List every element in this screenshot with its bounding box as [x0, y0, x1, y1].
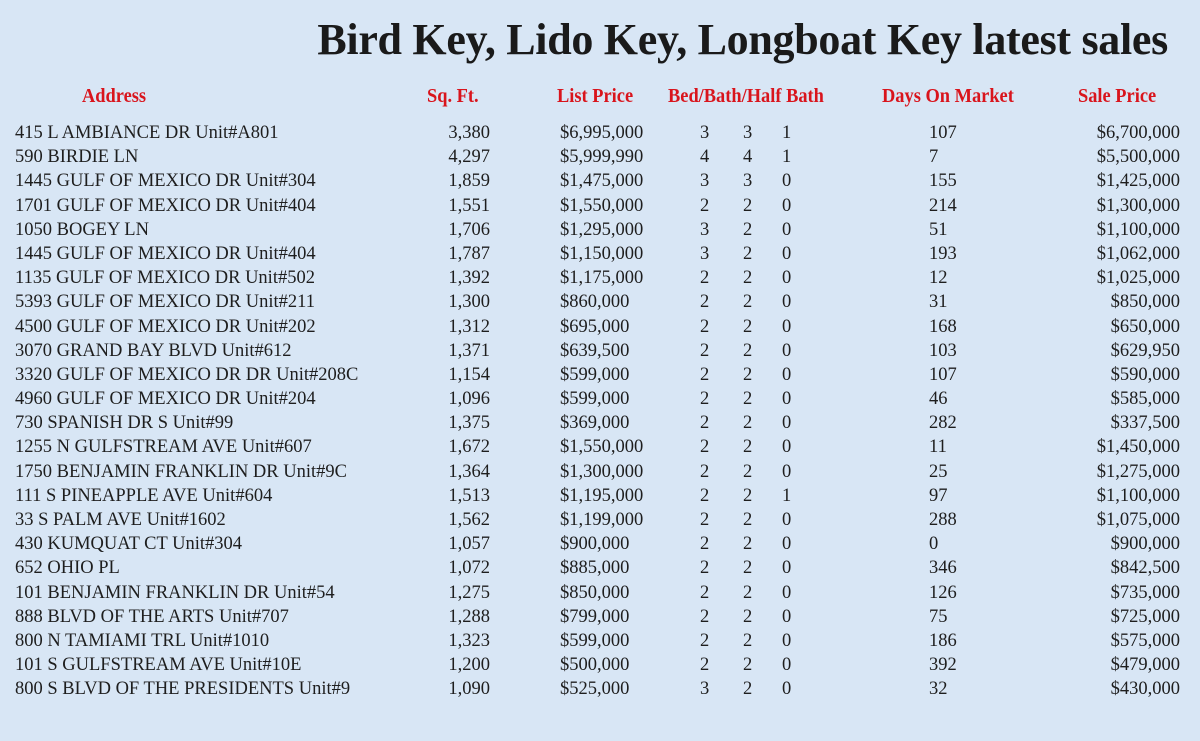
cell-days-on-market: 214	[929, 195, 957, 216]
cell-sqft: 1,392	[448, 268, 490, 289]
cell-sqft: 1,090	[448, 679, 490, 700]
cell-days-on-market: 126	[929, 582, 957, 603]
cell-list-price: $1,300,000	[560, 461, 644, 482]
cell-half-baths: 0	[782, 437, 792, 458]
cell-days-on-market: 75	[929, 606, 948, 627]
cell-bathrooms: 2	[743, 413, 753, 434]
cell-days-on-market: 193	[929, 243, 957, 264]
cell-bedrooms: 3	[700, 219, 710, 240]
cell-address: 3070 GRAND BAY BLVD Unit#612	[15, 340, 292, 361]
table-row	[0, 411, 1200, 435]
cell-bathrooms: 2	[743, 268, 753, 289]
table-row	[0, 339, 1200, 363]
cell-bathrooms: 2	[743, 292, 753, 313]
cell-sale-price: $900,000	[1110, 534, 1180, 555]
cell-sale-price: $735,000	[1110, 582, 1180, 603]
cell-address: 3320 GULF OF MEXICO DR DR Unit#208C	[15, 364, 359, 385]
table-row	[0, 629, 1200, 653]
cell-address: 1255 N GULFSTREAM AVE Unit#607	[15, 437, 312, 458]
cell-sqft: 1,513	[448, 485, 490, 506]
column-header-days-on-market: Days On Market	[882, 85, 1014, 107]
cell-sale-price: $6,700,000	[1096, 123, 1180, 143]
cell-sale-price: $842,500	[1110, 558, 1180, 579]
column-header-sqft: Sq. Ft.	[427, 85, 479, 107]
cell-days-on-market: 51	[929, 219, 948, 240]
cell-half-baths: 0	[782, 364, 792, 385]
table-row	[0, 315, 1200, 339]
cell-half-baths: 0	[782, 558, 792, 579]
table-row	[0, 556, 1200, 580]
cell-list-price: $599,000	[560, 389, 630, 410]
cell-bathrooms: 2	[743, 655, 753, 676]
cell-bathrooms: 2	[743, 510, 753, 530]
table-row	[0, 605, 1200, 629]
cell-half-baths: 0	[782, 679, 792, 700]
cell-bathrooms: 2	[743, 316, 753, 337]
cell-sqft: 1,057	[448, 534, 490, 555]
cell-list-price: $860,000	[560, 292, 630, 313]
cell-bathrooms: 3	[743, 123, 753, 143]
cell-address: 1750 BENJAMIN FRANKLIN DR Unit#9C	[15, 461, 347, 482]
cell-sale-price: $337,500	[1110, 413, 1180, 434]
cell-bedrooms: 2	[700, 582, 710, 603]
cell-address: 730 SPANISH DR S Unit#99	[15, 413, 234, 434]
cell-list-price: $6,995,000	[560, 123, 644, 143]
cell-days-on-market: 46	[929, 389, 948, 410]
cell-sale-price: $5,500,000	[1096, 147, 1180, 168]
cell-days-on-market: 32	[929, 679, 948, 700]
cell-half-baths: 0	[782, 243, 792, 264]
table-row	[0, 169, 1200, 193]
cell-days-on-market: 168	[929, 316, 957, 337]
table-row	[0, 121, 1200, 145]
cell-address: 430 KUMQUAT CT Unit#304	[15, 534, 242, 555]
cell-list-price: $5,999,990	[560, 147, 644, 168]
cell-bedrooms: 2	[700, 389, 710, 410]
cell-days-on-market: 186	[929, 630, 957, 651]
cell-list-price: $1,295,000	[560, 219, 644, 240]
cell-half-baths: 0	[782, 655, 792, 676]
cell-sqft: 3,380	[448, 123, 490, 143]
cell-half-baths: 1	[782, 123, 792, 143]
cell-bedrooms: 2	[700, 655, 710, 676]
column-header-bed-bath-half: Bed/Bath/Half Bath	[668, 85, 824, 107]
cell-bedrooms: 2	[700, 461, 710, 482]
cell-sale-price: $1,100,000	[1096, 219, 1180, 240]
table-row	[0, 677, 1200, 701]
cell-address: 1445 GULF OF MEXICO DR Unit#304	[15, 171, 316, 192]
cell-sqft: 1,562	[448, 510, 490, 530]
table-row	[0, 218, 1200, 242]
cell-sale-price: $430,000	[1110, 679, 1180, 700]
cell-bedrooms: 2	[700, 268, 710, 289]
cell-days-on-market: 103	[929, 340, 957, 361]
cell-half-baths: 0	[782, 316, 792, 337]
cell-bedrooms: 2	[700, 606, 710, 627]
cell-bedrooms: 4	[700, 147, 710, 168]
column-header-list-price: List Price	[557, 85, 634, 107]
table-row	[0, 653, 1200, 677]
cell-bedrooms: 3	[700, 243, 710, 264]
cell-half-baths: 0	[782, 195, 792, 216]
cell-address: 101 S GULFSTREAM AVE Unit#10E	[15, 655, 302, 676]
cell-bathrooms: 2	[743, 364, 753, 385]
cell-address: 652 OHIO PL	[15, 558, 120, 579]
cell-sale-price: $1,062,000	[1096, 243, 1180, 264]
table-row	[0, 484, 1200, 508]
cell-address: 33 S PALM AVE Unit#1602	[15, 510, 226, 530]
cell-days-on-market: 282	[929, 413, 957, 434]
cell-days-on-market: 0	[929, 534, 939, 555]
cell-sqft: 1,364	[448, 461, 490, 482]
cell-bathrooms: 2	[743, 195, 753, 216]
cell-list-price: $1,550,000	[560, 195, 644, 216]
cell-sqft: 1,706	[448, 219, 490, 240]
cell-address: 888 BLVD OF THE ARTS Unit#707	[15, 606, 289, 627]
table-row	[0, 266, 1200, 290]
cell-sqft: 1,859	[448, 171, 490, 192]
cell-sqft: 1,072	[448, 558, 490, 579]
cell-sqft: 1,300	[448, 292, 490, 313]
cell-address: 800 N TAMIAMI TRL Unit#1010	[15, 630, 270, 651]
cell-bedrooms: 2	[700, 364, 710, 385]
cell-bathrooms: 2	[743, 389, 753, 410]
cell-sale-price: $479,000	[1110, 655, 1180, 676]
cell-address: 111 S PINEAPPLE AVE Unit#604	[15, 485, 273, 506]
cell-bathrooms: 2	[743, 437, 753, 458]
cell-bathrooms: 2	[743, 461, 753, 482]
cell-sale-price: $1,275,000	[1096, 461, 1180, 482]
cell-bathrooms: 3	[743, 171, 753, 192]
cell-sqft: 1,787	[448, 243, 490, 264]
sales-table-body	[0, 121, 1200, 702]
cell-address: 101 BENJAMIN FRANKLIN DR Unit#54	[15, 582, 335, 603]
cell-sqft: 1,154	[448, 364, 490, 385]
cell-days-on-market: 31	[929, 292, 948, 313]
cell-address: 1701 GULF OF MEXICO DR Unit#404	[15, 195, 316, 216]
cell-address: 1135 GULF OF MEXICO DR Unit#502	[15, 268, 315, 289]
cell-days-on-market: 11	[929, 437, 947, 458]
cell-bathrooms: 2	[743, 606, 753, 627]
cell-sale-price: $1,425,000	[1096, 171, 1180, 192]
cell-half-baths: 0	[782, 219, 792, 240]
cell-days-on-market: 7	[929, 147, 939, 168]
cell-bedrooms: 3	[700, 679, 710, 700]
cell-bathrooms: 2	[743, 558, 753, 579]
cell-list-price: $639,500	[560, 340, 630, 361]
cell-days-on-market: 97	[929, 485, 948, 506]
cell-half-baths: 0	[782, 582, 792, 603]
cell-bathrooms: 2	[743, 582, 753, 603]
cell-sale-price: $1,075,000	[1096, 510, 1180, 530]
cell-list-price: $500,000	[560, 655, 630, 676]
cell-half-baths: 1	[782, 485, 792, 506]
cell-sqft: 1,371	[448, 340, 490, 361]
cell-sqft: 1,275	[448, 582, 490, 603]
cell-days-on-market: 25	[929, 461, 948, 482]
cell-list-price: $525,000	[560, 679, 630, 700]
cell-sale-price: $1,450,000	[1096, 437, 1180, 458]
cell-bathrooms: 2	[743, 630, 753, 651]
cell-address: 5393 GULF OF MEXICO DR Unit#211	[15, 292, 315, 313]
cell-sqft: 1,288	[448, 606, 490, 627]
table-row	[0, 290, 1200, 314]
cell-half-baths: 0	[782, 606, 792, 627]
cell-sale-price: $1,025,000	[1096, 268, 1180, 289]
cell-sqft: 1,096	[448, 389, 490, 410]
cell-bedrooms: 2	[700, 292, 710, 313]
cell-list-price: $1,199,000	[560, 510, 644, 530]
cell-half-baths: 0	[782, 268, 792, 289]
table-row	[0, 581, 1200, 605]
column-header-address: Address	[82, 85, 147, 107]
cell-address: 590 BIRDIE LN	[15, 147, 139, 168]
cell-list-price: $369,000	[560, 413, 630, 434]
cell-days-on-market: 107	[929, 123, 957, 143]
cell-sale-price: $575,000	[1110, 630, 1180, 651]
table-row	[0, 460, 1200, 484]
cell-sale-price: $1,100,000	[1096, 485, 1180, 506]
cell-sqft: 1,375	[448, 413, 490, 434]
table-row	[0, 387, 1200, 411]
cell-bathrooms: 2	[743, 679, 753, 700]
cell-bedrooms: 2	[700, 195, 710, 216]
table-row	[0, 194, 1200, 218]
cell-sale-price: $850,000	[1110, 292, 1180, 313]
cell-sqft: 4,297	[448, 147, 490, 168]
cell-address: 1050 BOGEY LN	[15, 219, 149, 240]
cell-half-baths: 0	[782, 461, 792, 482]
cell-list-price: $599,000	[560, 364, 630, 385]
cell-bedrooms: 2	[700, 558, 710, 579]
table-row	[0, 532, 1200, 556]
cell-bedrooms: 2	[700, 510, 710, 530]
cell-list-price: $695,000	[560, 316, 630, 337]
table-row	[0, 363, 1200, 387]
cell-list-price: $885,000	[560, 558, 630, 579]
cell-list-price: $799,000	[560, 606, 630, 627]
cell-sqft: 1,672	[448, 437, 490, 458]
cell-bedrooms: 3	[700, 123, 710, 143]
cell-sale-price: $585,000	[1110, 389, 1180, 410]
cell-half-baths: 0	[782, 534, 792, 555]
page-title: Bird Key, Lido Key, Longboat Key latest sales	[317, 15, 1168, 64]
cell-bathrooms: 2	[743, 485, 753, 506]
cell-bedrooms: 3	[700, 171, 710, 192]
cell-days-on-market: 12	[929, 268, 948, 289]
cell-bedrooms: 2	[700, 316, 710, 337]
cell-half-baths: 0	[782, 630, 792, 651]
column-header-sale-price: Sale Price	[1078, 85, 1157, 107]
table-row	[0, 435, 1200, 459]
cell-days-on-market: 392	[929, 655, 957, 676]
cell-bedrooms: 2	[700, 630, 710, 651]
cell-address: 415 L AMBIANCE DR Unit#A801	[15, 123, 279, 143]
cell-list-price: $1,195,000	[560, 485, 644, 506]
cell-list-price: $850,000	[560, 582, 630, 603]
cell-list-price: $1,150,000	[560, 243, 644, 264]
cell-address: 800 S BLVD OF THE PRESIDENTS Unit#9	[15, 679, 351, 700]
cell-sale-price: $725,000	[1110, 606, 1180, 627]
cell-bedrooms: 2	[700, 485, 710, 506]
cell-list-price: $1,175,000	[560, 268, 644, 289]
cell-half-baths: 0	[782, 510, 792, 530]
cell-bathrooms: 2	[743, 243, 753, 264]
cell-sale-price: $650,000	[1110, 316, 1180, 337]
cell-list-price: $1,475,000	[560, 171, 644, 192]
cell-bedrooms: 2	[700, 437, 710, 458]
cell-list-price: $599,000	[560, 630, 630, 651]
cell-bathrooms: 4	[743, 147, 753, 168]
cell-bathrooms: 2	[743, 219, 753, 240]
cell-sale-price: $629,950	[1110, 340, 1180, 361]
cell-days-on-market: 155	[929, 171, 957, 192]
cell-address: 1445 GULF OF MEXICO DR Unit#404	[15, 243, 316, 264]
cell-sqft: 1,551	[448, 195, 490, 216]
cell-half-baths: 1	[782, 147, 792, 168]
cell-sqft: 1,312	[448, 316, 490, 337]
cell-sqft: 1,323	[448, 630, 490, 651]
cell-sale-price: $1,300,000	[1096, 195, 1180, 216]
cell-half-baths: 0	[782, 389, 792, 410]
cell-sale-price: $590,000	[1110, 364, 1180, 385]
cell-half-baths: 0	[782, 413, 792, 434]
cell-address: 4500 GULF OF MEXICO DR Unit#202	[15, 316, 316, 337]
cell-days-on-market: 346	[929, 558, 957, 579]
cell-days-on-market: 288	[929, 510, 957, 530]
cell-bedrooms: 2	[700, 413, 710, 434]
cell-half-baths: 0	[782, 171, 792, 192]
cell-list-price: $900,000	[560, 534, 630, 555]
cell-address: 4960 GULF OF MEXICO DR Unit#204	[15, 389, 316, 410]
table-row	[0, 145, 1200, 169]
cell-half-baths: 0	[782, 292, 792, 313]
cell-bathrooms: 2	[743, 340, 753, 361]
cell-bedrooms: 2	[700, 340, 710, 361]
table-row	[0, 508, 1200, 532]
table-row	[0, 242, 1200, 266]
cell-sqft: 1,200	[448, 655, 490, 676]
cell-half-baths: 0	[782, 340, 792, 361]
cell-days-on-market: 107	[929, 364, 957, 385]
cell-bathrooms: 2	[743, 534, 753, 555]
cell-bedrooms: 2	[700, 534, 710, 555]
cell-list-price: $1,550,000	[560, 437, 644, 458]
